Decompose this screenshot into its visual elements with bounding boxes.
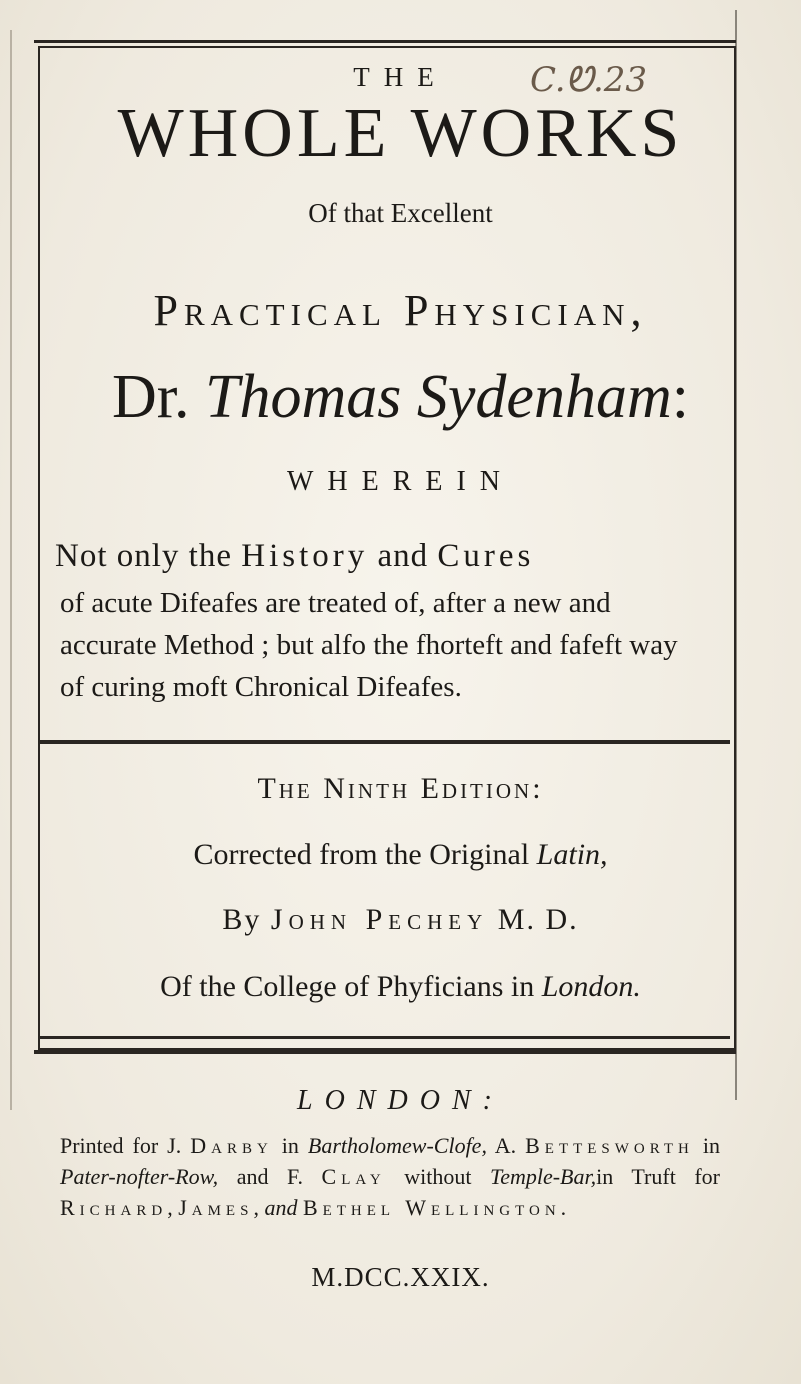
description-first-line [55,535,695,577]
college-lead: Of the College of Phyficians in [160,970,542,1003]
imprint-a: A. [486,1133,526,1158]
printer-bettesworth: Bettesworth [525,1133,694,1158]
wherein-heading: WHEREIN [286,466,515,497]
title-of-that: Of that Excellent [308,198,493,228]
imprint-and-f: and F. [218,1164,322,1189]
place-paternoster: Pater-nofter-Row, [60,1164,219,1189]
imprint-printed-for: Printed for J. [60,1133,191,1158]
printer-darby: Darby [190,1133,273,1158]
section-rule-2 [40,1036,730,1039]
imprint-comma: , [167,1195,179,1220]
edition-line: The Ninth Edition: [257,772,544,805]
corrected-latin: Latin, [536,838,608,871]
place-of-publication: LONDON: [297,1085,504,1116]
place-bartholomew: Bartholomew-Clofe, [307,1133,487,1158]
imprint-in-truft: in Truft for [596,1164,720,1189]
corrected-line [0,838,801,872]
description-text: of acute Difeafes are treated of, after a new and accurate Method ; but alfo the fhorteft and fafeft way of curing moft Chronical Difeafes. [60,587,678,703]
corrected-lead: Corrected from the Original [193,838,537,871]
top-border-rule [34,40,736,43]
college-city: London. [541,970,641,1003]
printer-james: James [178,1195,254,1220]
imprint-without: without [385,1164,490,1189]
place-temple-bar: Temple-Bar, [489,1164,597,1189]
editor-degree: M. D. [488,903,579,936]
editor-line [0,903,801,937]
bottom-border-rule [34,1050,736,1054]
imprint [60,1130,720,1223]
description-lead: Not only the [55,538,242,574]
imprint-in: in [272,1133,308,1158]
description-and: and [368,538,438,574]
college-line [0,970,801,1004]
page-edge-left [10,30,12,1110]
title-practical-physician: Practical Physician, [153,286,648,335]
printer-richard: Richard [60,1195,168,1220]
title-whole-works: WHOLE WORKS [117,95,684,172]
shelfmark-annotation: C.Ꮼ.23 [530,60,648,100]
cures-word: Cures [437,538,535,574]
author-name: Thomas Sydenham [205,363,672,431]
author-line [0,362,801,433]
history-word: History [241,538,369,574]
imprint-and: and [264,1195,303,1220]
section-rule-1 [40,740,730,744]
printer-clay: Clay [321,1164,386,1189]
publication-date: M.DCC.XXIX. [311,1262,490,1292]
title-the: THE [353,62,448,92]
imprint-comma-2: , [253,1195,265,1220]
imprint-in-2: in [693,1133,720,1158]
editor-name: John Pechey [270,903,489,936]
by-lead: By [222,903,271,936]
printer-bethel-wellington: Bethel Wellington [302,1195,561,1220]
author-prefix: Dr. [112,363,190,431]
author-suffix: : [671,363,689,431]
imprint-period: . [560,1195,567,1220]
